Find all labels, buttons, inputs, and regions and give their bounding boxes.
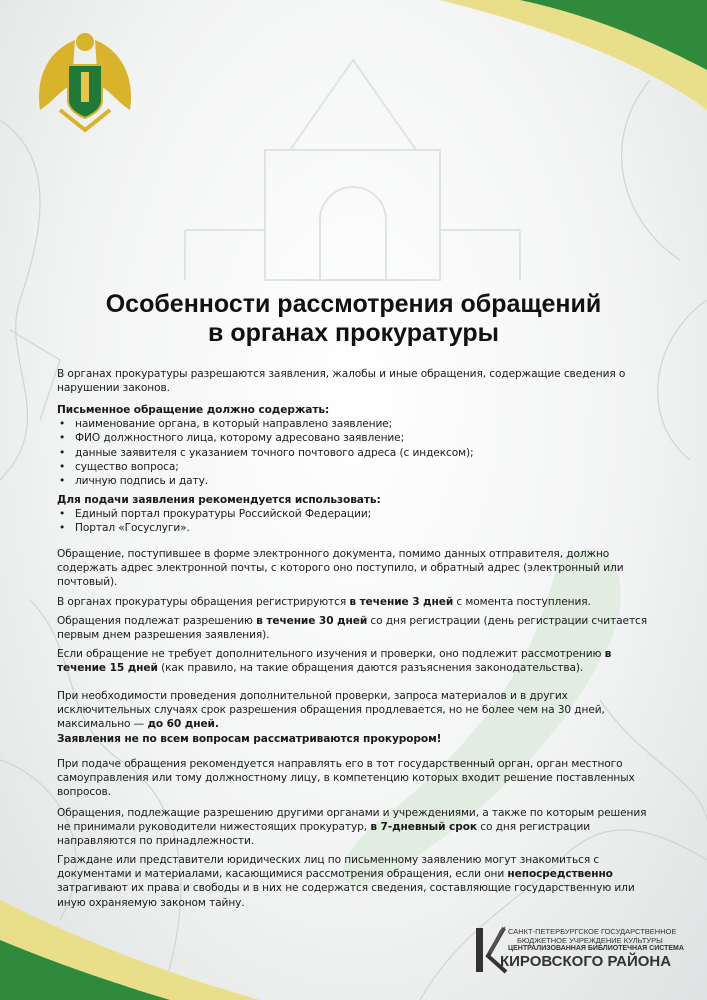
title-line-2: в органах прокуратуры [208,319,499,347]
logo-line-4: КИРОВСКОГО РАЙОНА [500,953,672,970]
intro-paragraph: В органах прокуратуры разрешаются заявления, жалобы и иные обращения, содержащие сведения о нарушении законов. [57,368,626,395]
logo-line-1: САНКТ-ПЕТЕРБУРГСКОЕ ГОСУДАРСТВЕННОЕ [508,927,677,936]
text-run: со дня регистрации направляются по принадлежности. [57,821,591,848]
requirements-heading: Письменное обращение должно содержать: [57,404,330,416]
list-item: • наименование органа, в который направлено заявление; [57,417,662,431]
list-item: • Единый портал прокуратуры Российской Федерации; [57,507,662,521]
list-item: • данные заявителя с указанием точного почтового адреса (с индексом); [57,446,662,460]
logo-line-3: ЦЕНТРАЛИЗОВАННАЯ БИБЛИОТЕЧНАЯ СИСТЕМА [508,945,684,952]
channels-list [57,507,662,535]
requirements-section [57,403,662,488]
paragraph [57,757,662,800]
text-run: При необходимости проведения дополнительной проверки, запроса материалов и в других исключительных случаях срок разрешения обращения продлевается, но не более чем на 30 дней, максимально — [57,690,605,731]
text-run: (как правило, на такие обращения даются разъяснения законодательства). [157,662,584,675]
paragraph [57,595,662,609]
text-run: Если обращение не требует дополнительного изучения и проверки, оно подлежит рассмотрению [57,648,605,660]
channels-heading: Для подачи заявления рекомендуется использовать: [57,494,381,506]
text-run: затрагивают их права и свободы и в них не содержатся сведения, составляющие государственную или иную охраняемую законом тайну. [57,882,635,909]
requirements-list [57,417,662,488]
paragraph [57,614,662,642]
emphasis-text: до 60 дней. [147,718,219,731]
paragraph [57,647,662,675]
paragraph [57,547,662,590]
emphasis-text: в течение 3 дней [349,596,454,608]
text-run: с момента поступления. [453,596,591,608]
list-item: • ФИО должностного лица, которому адресовано заявление; [57,431,662,445]
list-item: • существо вопроса; [57,460,662,474]
logo-line-2: БЮДЖЕТНОЕ УЧРЕЖДЕНИЕ КУЛЬТУРЫ [517,936,663,945]
paragraph [57,853,662,910]
emphasis-text: Заявления не по всем вопросам рассматриваются прокурором! [57,733,442,745]
text-run: Обращения, подлежащие разрешению другими органами и учреждениями, а также по которым решения не принимали руководители нижестоящих прокуратур, [57,807,647,834]
paragraph [57,689,662,732]
paragraph [57,806,662,849]
arch-silhouette [185,60,520,280]
list-item: • личную подпись и дату. [57,474,662,488]
emphasis-text: в 7-дневный срок [370,821,477,834]
channels-section [57,493,662,536]
title-line-1: Особенности рассмотрения обращений [105,290,602,318]
text-run: Обращение, поступившее в форме электронного документа, помимо данных отправителя, должно содержать адрес электронной почты, с которого оно поступило, и обратный адрес (электронный или почтовый). [57,548,624,589]
emphasis-text: в течение 15 дней [57,648,612,675]
list-item: • Портал «Госуслуги». [57,521,662,535]
emphasis-text: непосредственно [507,868,613,881]
text-run: При подаче обращения рекомендуется направлять его в тот государственный орган, орган местного самоуправления или тому должностному лицу, в компетенцию которых входит решение поставленных вопросов. [57,758,635,799]
emphasis-text: в течение 30 дней [256,615,368,627]
text-run: Граждане или представители юридических лиц по письменному заявлению могут знакомиться с документами и материалами, касающимися рассмотрения обращения, если они [57,854,600,881]
text-run: В органах прокуратуры обращения регистрируются [57,596,350,608]
text-run: со дня регистрации (день регистрации считается первым днем разрешения заявления). [57,615,648,642]
prosecutor-emblem [39,33,131,130]
paragraph [57,732,662,746]
page-title [0,290,707,348]
text-run: Обращения подлежат разрешению [57,615,257,627]
